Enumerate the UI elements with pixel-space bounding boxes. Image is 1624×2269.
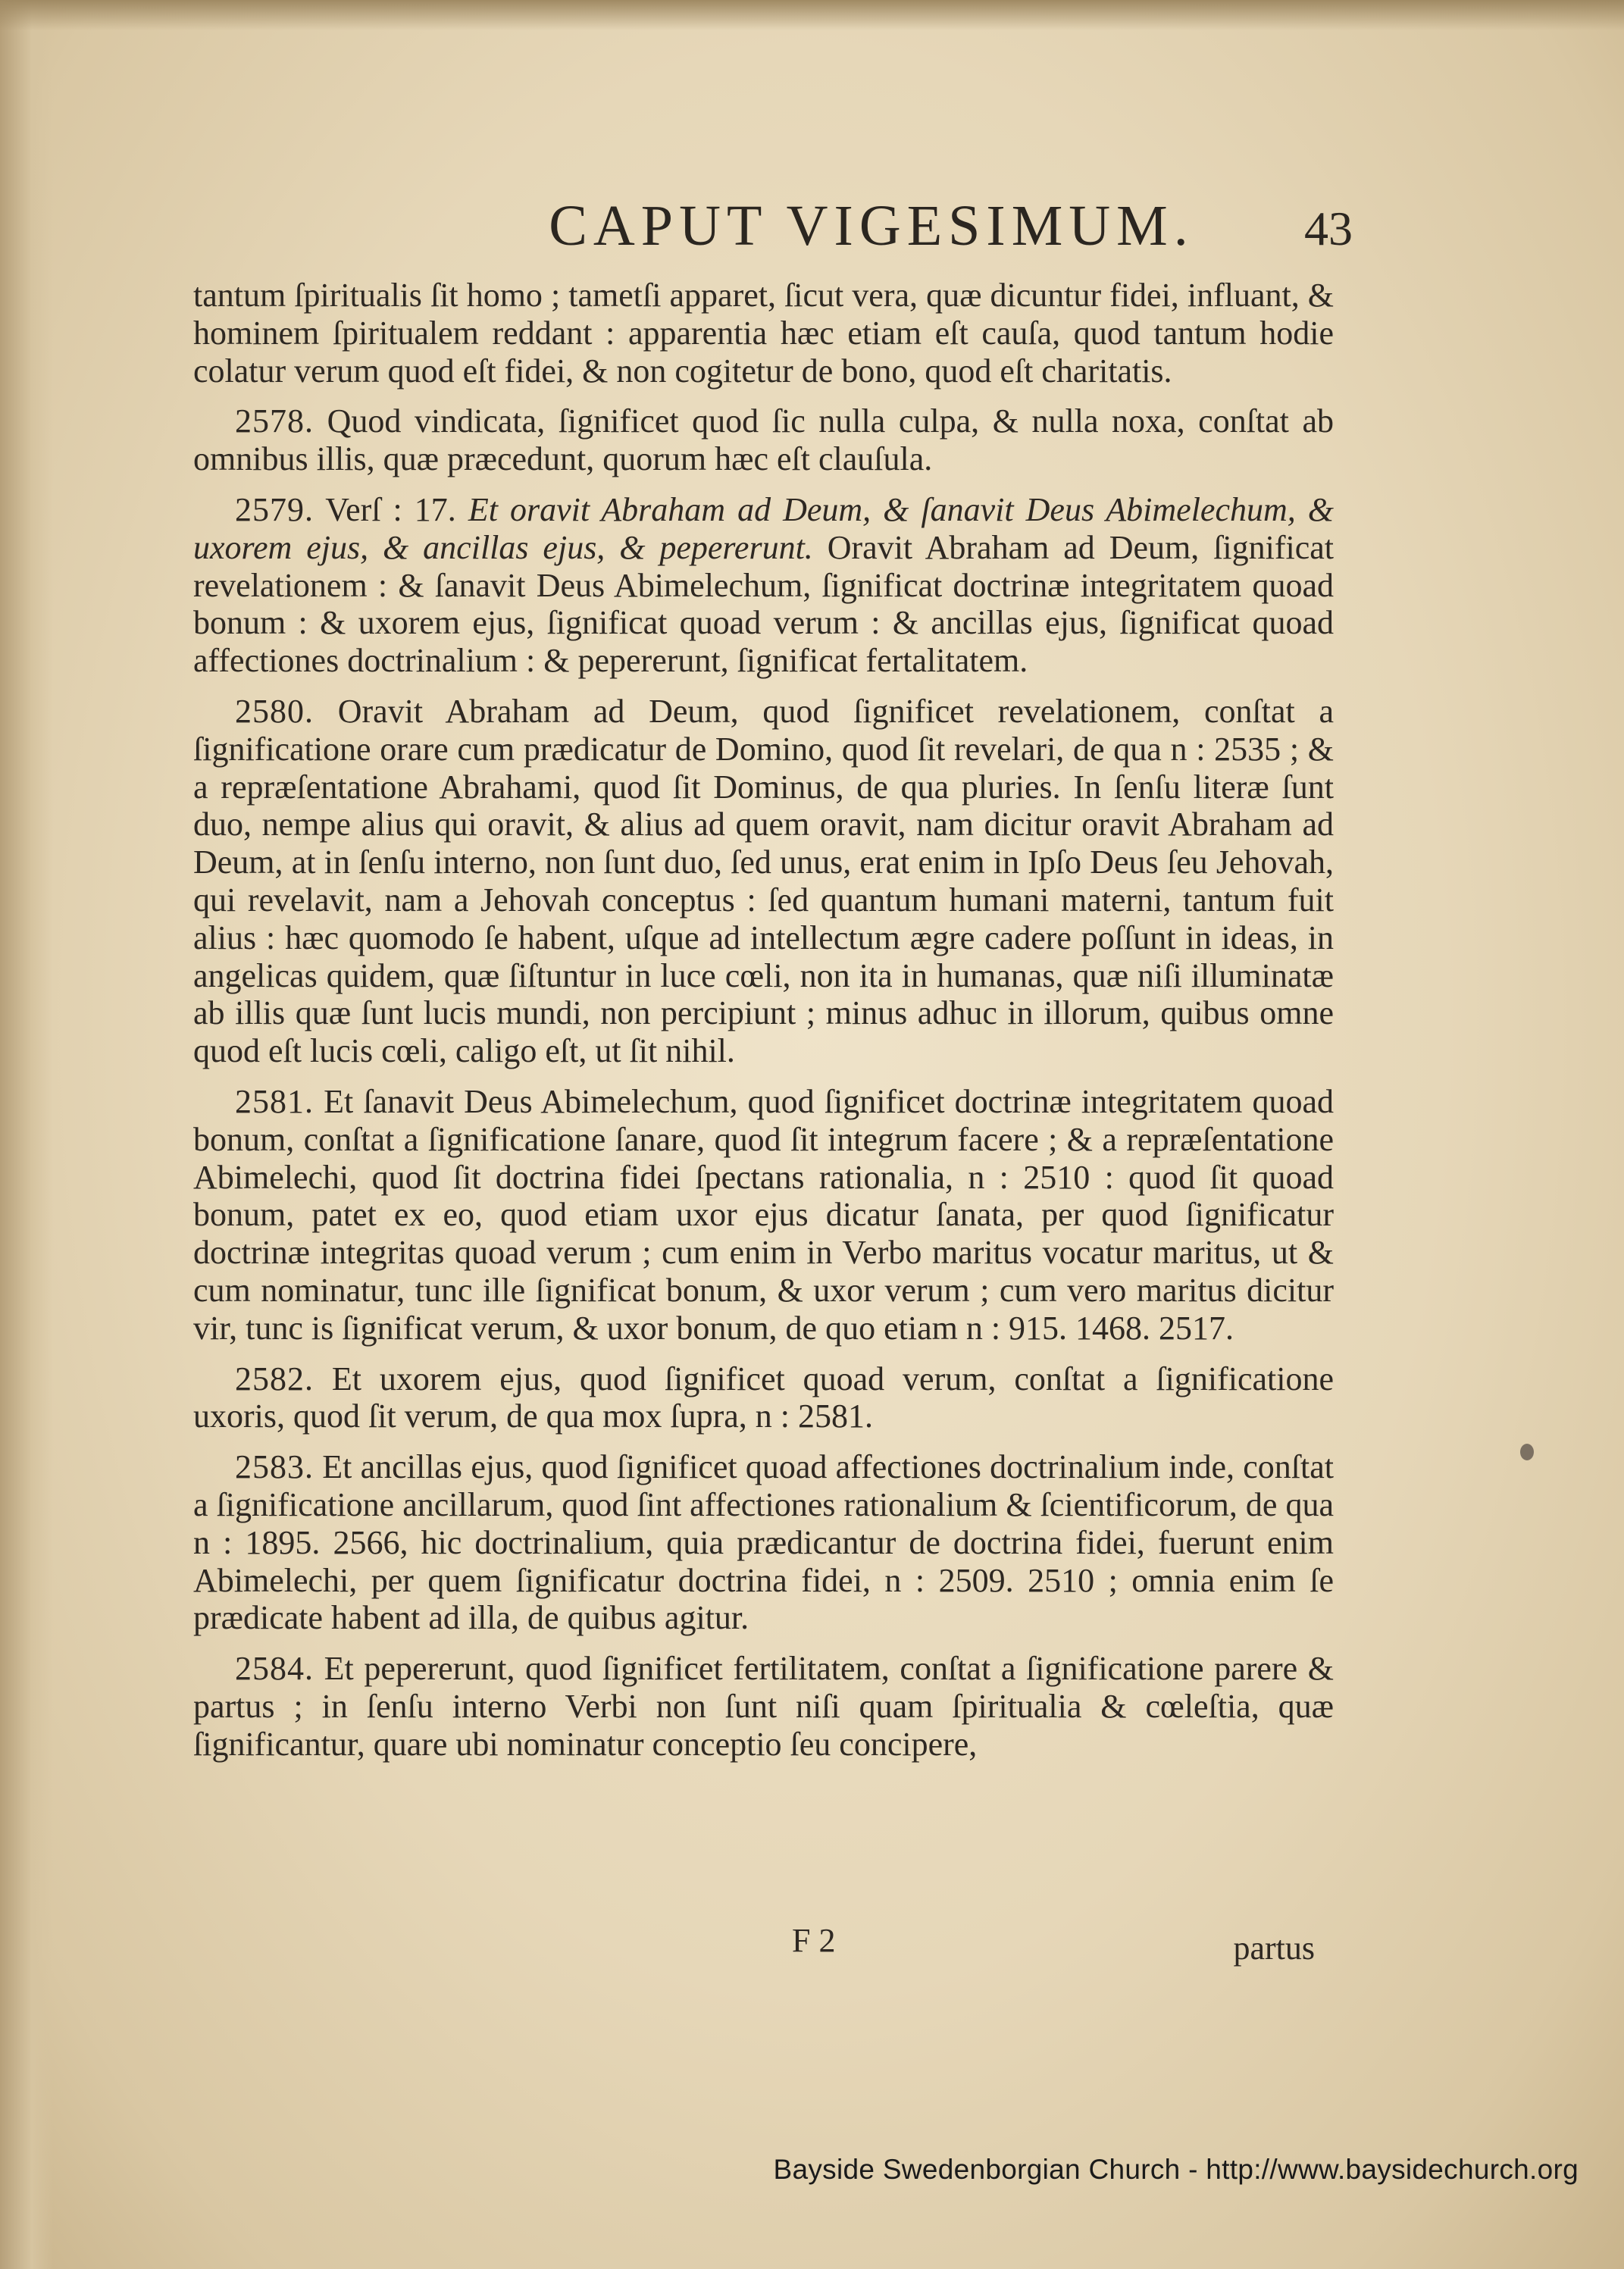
paragraph-text: tantum ſpiritualis ſit homo ; tametſi apparet, ſicut vera, quæ dicuntur fidei, influant, & hominem ſpiritualem reddant : apparentia hæc etiam eſt cauſa, quod tantum hodie colatur verum quod eſt fidei, & non cogitetur de bono, quod eſt charitatis.	[193, 277, 1334, 390]
paragraph	[193, 1360, 1334, 1436]
paragraph-text: Quod vindicata, ſignificet quod ſic nulla culpa, & nulla noxa, conſtat ab omnibus illis, quæ præcedunt, quorum hæc eſt clauſula.	[193, 402, 1334, 478]
paragraph-number: 2579.	[235, 490, 314, 528]
paragraph-number: 2581.	[235, 1082, 314, 1120]
paragraph-number: 2583.	[235, 1448, 314, 1486]
paragraph-number: 2578.	[235, 402, 314, 440]
paragraph-number: 2580.	[235, 692, 314, 730]
paragraph-text: Et ancillas ejus, quod ſignificet quoad affectiones doctrinalium inde, conſtat a ſignificatione ancillarum, quod ſint affectiones rationalium & ſcientificorum, de qua n : 1895. 2566, hic doctrinalium, quia prædicantur de doctrina fidei, fuerunt enim Abimelechi, per quem ſignificatur doctrina fidei, n : 2509. 2510 ; omnia enim ſe prædicate habent ad illa, de quibus agitur.	[193, 1448, 1335, 1637]
paragraph	[193, 693, 1334, 1070]
page-footer	[193, 1921, 1334, 1967]
paragraph	[193, 1650, 1334, 1763]
paragraph-text: Verſ : 17.	[325, 490, 468, 528]
paragraph-text: Oravit Abraham ad Deum, quod ſignificet revelationem, conſtat a ſignificatione orare cum prædicatur de Domino, quod ſit revelari, de qua n : 2535 ; & a repræſentatione Abrahami, quod ſit Dominus, de qua pluries. In ſenſu literæ ſunt duo, nempe alius qui oravit, & alius ad quem oravit, nam dicitur oravit Abraham ad Deum, at in ſenſu interno, non ſunt duo, ſed unus, erat enim in Ipſo Deus ſeu Jehovah, qui revelavit, nam a Jehovah conceptus : ſed quantum humani materni, tantum fuit alius : hæc quomodo ſe habent, uſque ad intellectum ægre cadere poſſunt in ideas, in angelicas quidem, quæ ſiſtuntur in luce cœli, non ita in humanas, quæ niſi illuminatæ ab illis quæ ſunt lucis mundi, non percipiunt ; minus adhuc in illorum, quibus omne quod eſt lucis cœli, caligo eſt, ut ſit nihil.	[193, 692, 1335, 1070]
page-shadow-top	[0, 0, 1624, 30]
catchword: partus	[1233, 1929, 1315, 1967]
body-text	[193, 277, 1334, 1763]
scripture-quotation: Et oravit Abraham ad Deum, & ſanavit Deus Abimelechum, & uxorem ejus, & ancillas ejus, & pepererunt.	[193, 490, 1335, 566]
paragraph-text: Oravit Abraham ad Deum, ſignificat revelationem : & ſanavit Deus Abimelechum, ſignificat doctrinæ integritatem quoad bonum : & uxorem ejus, ſignificat quoad verum : & ancillas ejus, ſignificat quoad affectiones doctrinalium : & pepererunt, ſignificat fertalitatem.	[193, 528, 1334, 680]
running-head: CAPUT VIGESIMUM.	[549, 194, 1194, 258]
paragraph	[193, 1083, 1334, 1347]
paragraph-number: 2582.	[235, 1360, 314, 1397]
paragraph	[193, 402, 1334, 478]
paragraph-text: Et ſanavit Deus Abimelechum, quod ſignificet doctrinæ integritatem quoad bonum, conſtat a ſignificatione ſanare, quod ſit integrum facere ; & a repræſentatione Abimelechi, quod ſit doctrina fidei ſpectans rationalia, n : 2510 : quod ſit quoad bonum, patet ex eo, quod etiam uxor ejus dicatur ſanata, per quod ſignificatur doctrinæ integritas quoad verum ; cum enim in Verbo maritus vocatur maritus, ut & cum nominatur, tunc ille ſignificat bonum, & uxor verum ; cum vero maritus dicitur vir, tunc is ſignificat verum, & uxor bonum, de quo etiam n : 915. 1468. 2517.	[193, 1082, 1334, 1347]
page-header	[193, 193, 1353, 269]
paragraph-text: Et pepererunt, quod ſignificet fertilitatem, conſtat a ſignificatione parere & partus ; in ſenſu interno Verbi non ſunt niſi quam ſpiritualia & cœleſtia, quæ ſignificantur, quare ubi nominatur conceptio ſeu concipere,	[193, 1650, 1335, 1763]
page-number: 43	[1304, 202, 1353, 255]
signature-mark: F 2	[792, 1922, 836, 1959]
paragraph	[193, 491, 1334, 680]
paragraph-text: Et uxorem ejus, quod ſignificet quoad verum, conſtat a ſignificatione uxoris, quod ſit verum, de qua mox ſupra, n : 2581.	[193, 1360, 1334, 1435]
ink-spot	[1520, 1444, 1534, 1460]
paragraph	[193, 1448, 1334, 1637]
page-shadow-left	[0, 0, 53, 2269]
paragraph	[193, 277, 1334, 390]
watermark: Bayside Swedenborgian Church - http://www.baysidechurch.org	[773, 2154, 1579, 2185]
paragraph-number: 2584.	[235, 1650, 314, 1688]
